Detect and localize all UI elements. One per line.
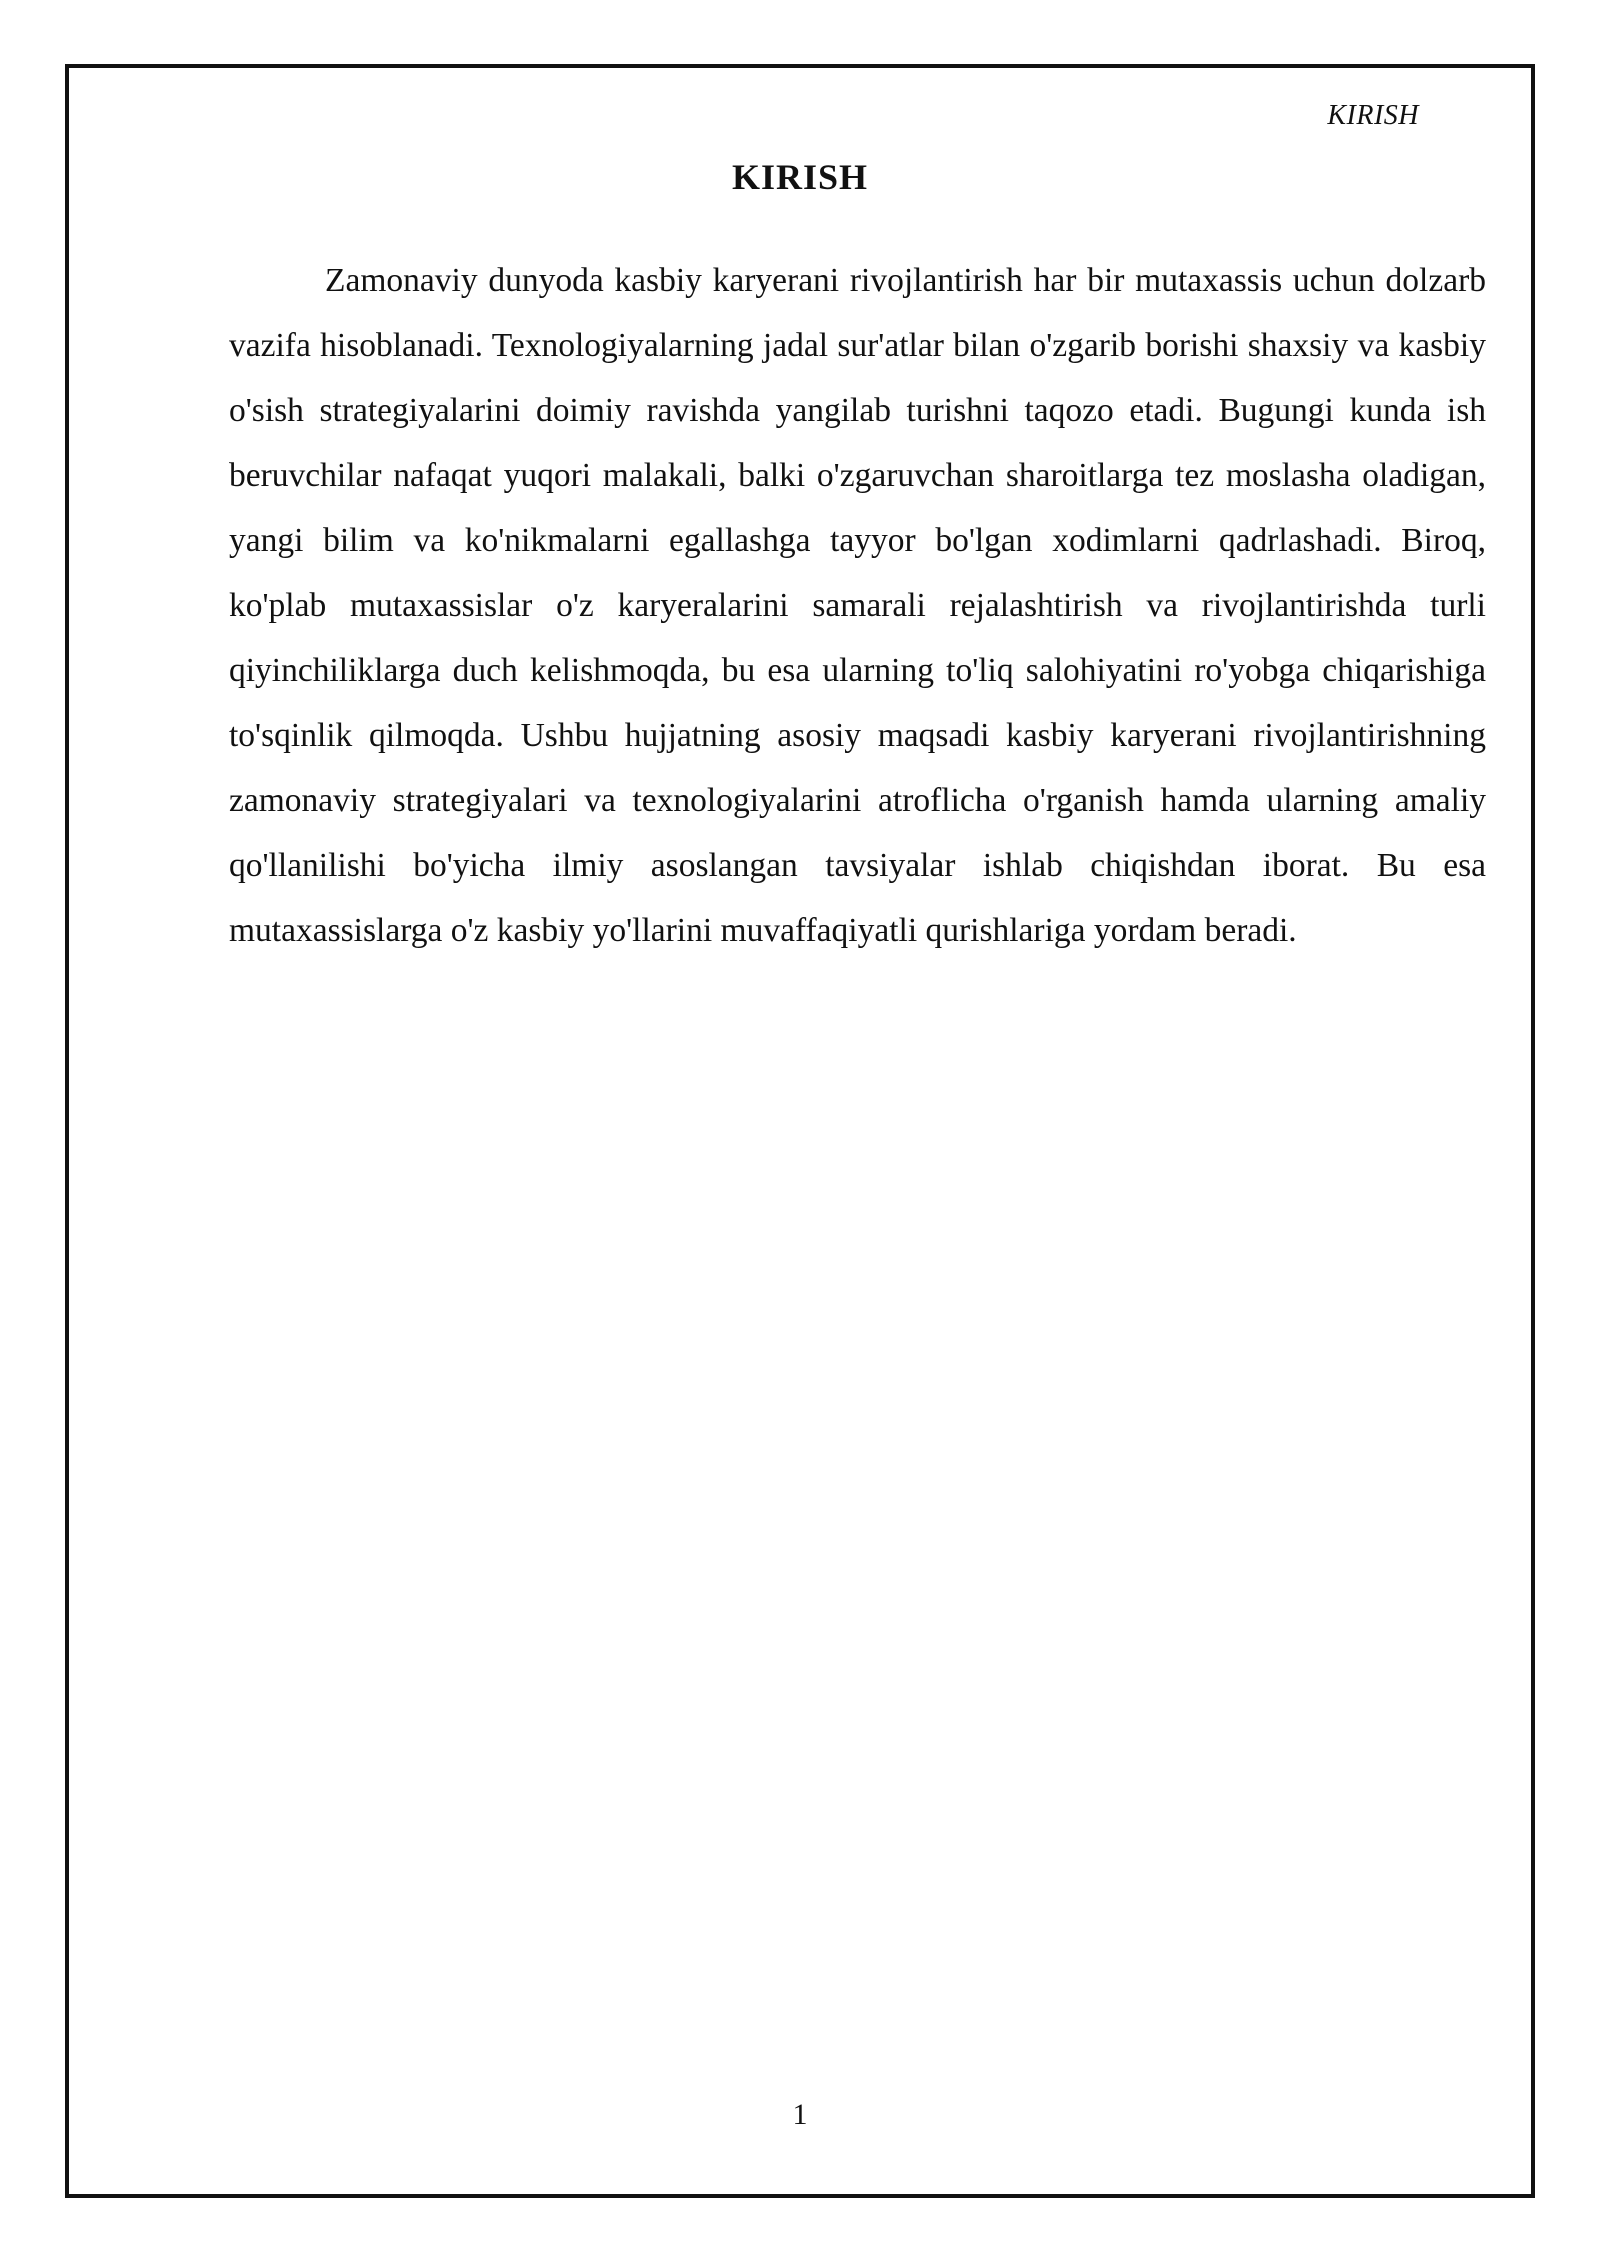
- page-border-frame: [65, 64, 1535, 2198]
- page-number: 1: [792, 2098, 808, 2131]
- page-title: KIRISH: [731, 157, 869, 197]
- running-header: KIRISH: [1327, 100, 1419, 131]
- body-paragraph: Zamonaviy dunyoda kasbiy karyerani rivojlantirish har bir mutaxassis uchun dolzarb vazifa hisoblanadi. Texnologiyalarning jadal sur'atlar bilan o'zgarib borishi shaxsiy va kasbiy o'sish strategiyalarini doimiy ravishda yangilab turishni taqozo etadi. Bugungi kunda ish beruvchilar nafaqat yuqori malakali, balki o'zgaruvchan sharoitlarga tez moslasha oladigan, yangi bilim va ko'nikmalarni egallashga tayyor bo'lgan xodimlarni qadrlashadi. Biroq, ko'plab mutaxassislar o'z karyeralarini samarali rejalashtirish va rivojlantirishda turli qiyinchiliklarga duch kelishmoqda, bu esa ularning to'liq salohiyatini ro'yobga chiqarishiga to'sqinlik qilmoqda. Ushbu hujjatning asosiy maqsadi kasbiy karyerani rivojlantirishning zamonaviy strategiyalari va texnologiyalarini atroflicha o'rganish hamda ularning amaliy qo'llanilishi bo'yicha ilmiy asoslangan tavsiyalar ishlab chiqishdan iborat. Bu esa mutaxassislarga o'z kasbiy yo'llarini muvaffaqiyatli qurishlariga yordam beradi.: [229, 262, 1486, 949]
